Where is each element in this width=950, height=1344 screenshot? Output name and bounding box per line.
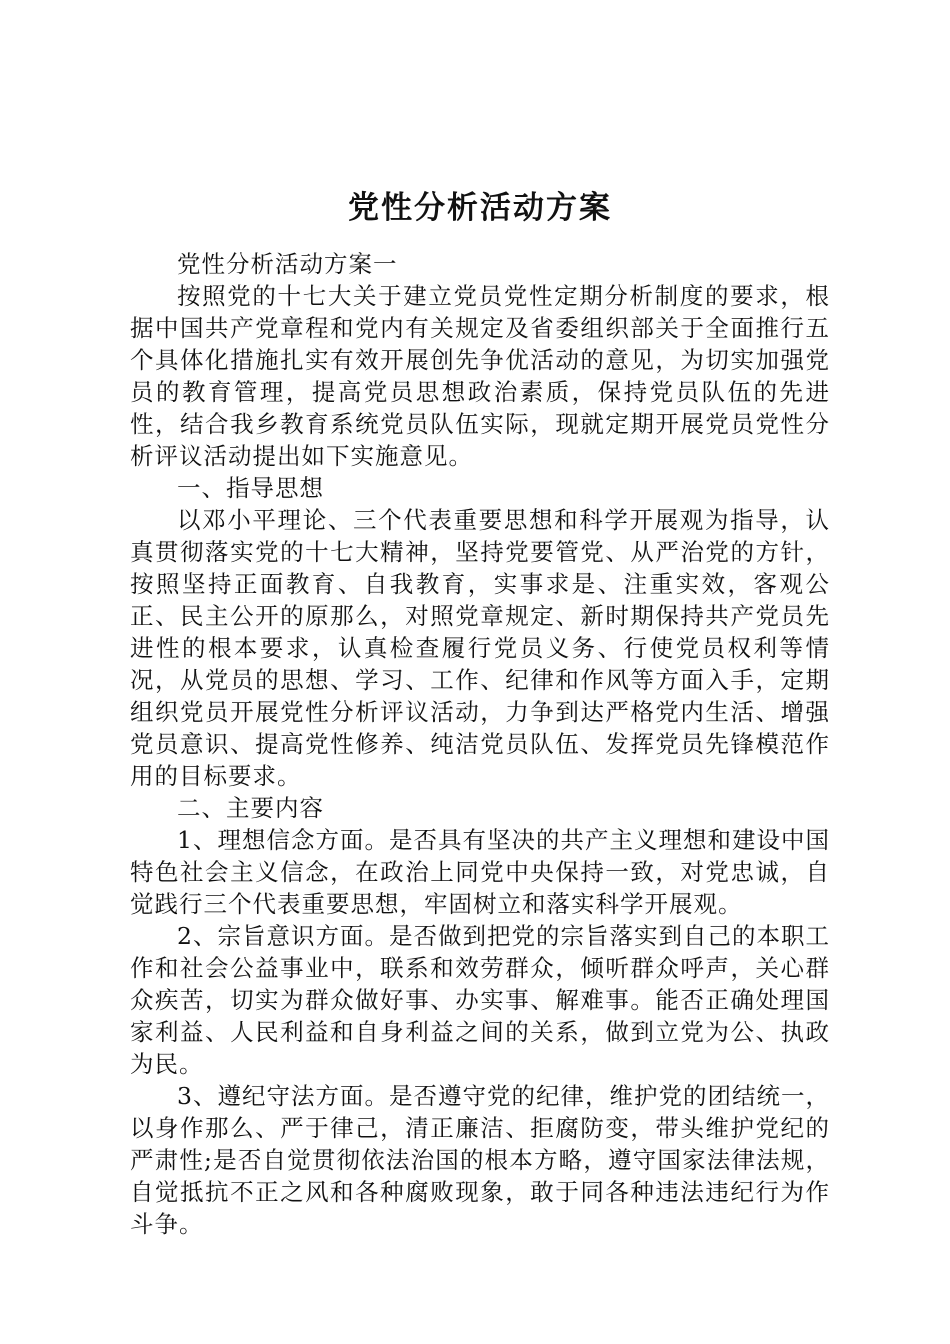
section-heading-guiding-thought: 一、指导思想	[177, 474, 324, 502]
intro-paragraph: 按照党的十七大关于建立党员党性定期分析制度的要求，根据中国共产党章程和党内有关规定及省委组织部关于全面推行五个具体化措施扎实有效开展创先争优活动的意见，为切实加强党员的教育管理，提高党员思想政治素质，保持党员队伍的先进性，结合我乡教育系统党员队伍实际，现就定期开展党员党性分析评议活动提出如下实施意见。	[130, 282, 830, 470]
content-item-purpose: 2、宗旨意识方面。是否做到把党的宗旨落实到自己的本职工作和社会公益事业中，联系和效劳群众，倾听群众呼声，关心群众疾苦，切实为群众做好事、办实事、解难事。能否正确处理国家利益、人民利益和自身利益之间的关系，做到立党为公、执政为民。	[130, 922, 830, 1078]
document-title: 党性分析活动方案	[348, 190, 612, 226]
content-item-ideals: 1、理想信念方面。是否具有坚决的共产主义理想和建设中国特色社会主义信念，在政治上同党中央保持一致，对党忠诚，自觉践行三个代表重要思想，牢固树立和落实科学开展观。	[130, 826, 830, 918]
document-page	[130, 186, 830, 1240]
section-heading-main-content: 二、主要内容	[177, 794, 324, 822]
content-item-discipline: 3、遵纪守法方面。是否遵守党的纪律，维护党的团结统一，以身作那么、严于律己，清正廉洁、拒腐防变，带头维护党纪的严肃性;是否自觉贯彻依法治国的根本方略，遵守国家法律法规，自觉抵抗不正之风和各种腐败现象，敢于同各种违法违纪行为作斗争。	[130, 1082, 830, 1238]
guiding-thought-paragraph: 以邓小平理论、三个代表重要思想和科学开展观为指导，认真贯彻落实党的十七大精神，坚持党要管党、从严治党的方针，按照坚持正面教育、自我教育，实事求是、注重实效，客观公正、民主公开的原那么，对照党章规定、新时期保持共产党员先进性的根本要求，认真检查履行党员义务、行使党员权利等情况，从党员的思想、学习、工作、纪律和作风等方面入手，定期组织党员开展党性分析评议活动，力争到达严格党内生活、增强党员意识、提高党性修养、纯洁党员队伍、发挥党员先锋模范作用的目标要求。	[130, 506, 830, 790]
subtitle-paragraph: 党性分析活动方案一	[177, 250, 398, 278]
